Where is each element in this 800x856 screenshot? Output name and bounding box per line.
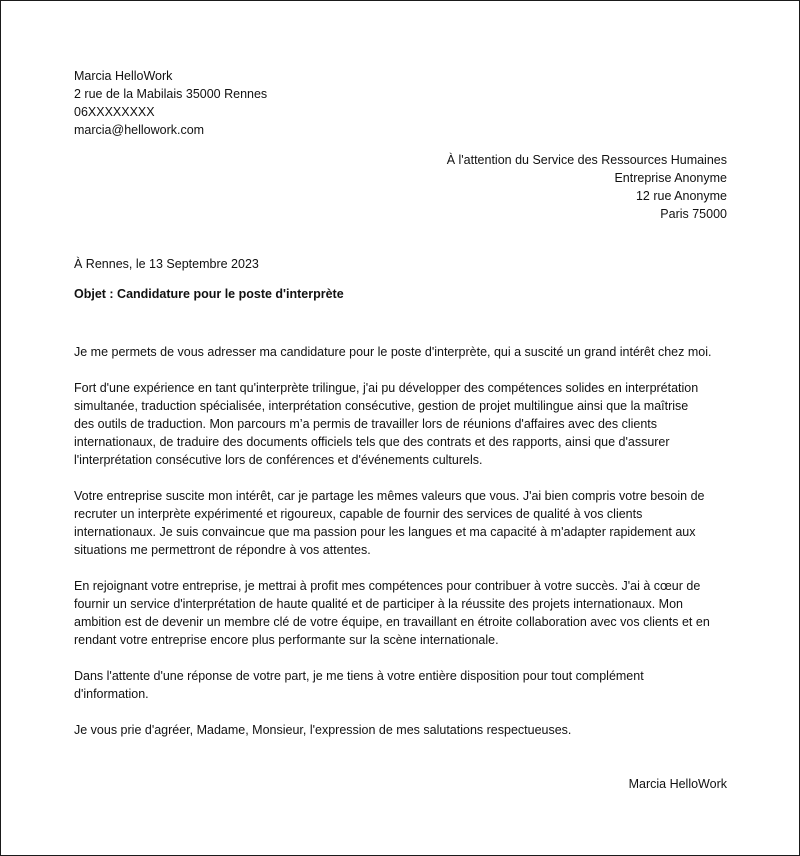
paragraph-line: d'information. — [74, 687, 149, 701]
paragraph-line: simultanée, traduction spécialisée, interprétation consécutive, gestion de projet multilingue ainsi que la maîtrise — [74, 399, 689, 413]
date-line: À Rennes, le 13 Septembre 2023 — [74, 257, 259, 271]
paragraph-closing — [74, 721, 734, 739]
paragraph-intro — [74, 343, 734, 361]
paragraph-line: internationaux. Je suis convaincue que ma passion pour les langues et ma capacité à m'adapter rapidement aux — [74, 525, 696, 539]
paragraph-line: Dans l'attente d'une réponse de votre part, je me tiens à votre entière disposition pour tout complément — [74, 669, 644, 683]
paragraph-line: rendant votre entreprise encore plus performante sur la scène internationale. — [74, 633, 499, 647]
paragraph-line: internationaux, de traduire des documents officiels tels que des contrats et des rapports, ainsi que d'assurer — [74, 435, 670, 449]
paragraph-line: l'interprétation consécutive lors de conférences et d'événements culturels. — [74, 453, 483, 467]
paragraph-line: recruter un interprète expérimenté et rigoureux, capable de fournir des services de qualité à vos clients — [74, 507, 643, 521]
paragraph-line: fournir un service d'interprétation de haute qualité et de participer à la réussite des projets internationaux. Mon — [74, 597, 683, 611]
paragraph-line: En rejoignant votre entreprise, je mettrai à profit mes compétences pour contribuer à votre succès. J'ai à cœur de — [74, 579, 701, 593]
sender-email: marcia@hellowork.com — [74, 123, 205, 137]
recipient-street: 12 rue Anonyme — [635, 189, 727, 203]
paragraph-line: Je vous prie d'agréer, Madame, Monsieur, l'expression de mes salutations respectueuses. — [74, 723, 572, 737]
paragraph-line: Je me permets de vous adresser ma candidature pour le poste d'interprète, qui a suscité un grand intérêt chez moi. — [74, 345, 712, 359]
recipient-company: Entreprise Anonyme — [614, 171, 727, 185]
paragraph-contribution — [74, 577, 734, 649]
paragraph-line: Votre entreprise suscite mon intérêt, car je partage les mêmes valeurs que vous. J'ai bien compris votre besoin de — [74, 489, 705, 503]
sender-name: Marcia HelloWork — [74, 69, 173, 83]
sender-address: 2 rue de la Mabilais 35000 Rennes — [74, 87, 268, 101]
paragraph-motivation — [74, 487, 734, 559]
recipient-attention: À l'attention du Service des Ressources Humaines — [446, 153, 727, 167]
subject-line: Objet : Candidature pour le poste d'interprète — [74, 287, 344, 301]
recipient-city: Paris 75000 — [660, 207, 727, 221]
paragraph-experience — [74, 379, 734, 469]
paragraph-line: ambition est de devenir un membre clé de votre équipe, en travaillant en étroite collaboration avec vos clients et en — [74, 615, 710, 629]
paragraph-availability — [74, 667, 734, 703]
sender-phone: 06XXXXXXXX — [74, 105, 155, 119]
paragraph-line: Fort d'une expérience en tant qu'interprète trilingue, j'ai pu développer des compétences solides en interprétation — [74, 381, 699, 395]
signature: Marcia HelloWork — [628, 777, 727, 791]
paragraph-line: des outils de traduction. Mon parcours m’a permis de travailler lors de réunions d'affaires avec des clients — [74, 417, 657, 431]
paragraph-line: situations me permettront de répondre à vos attentes. — [74, 543, 371, 557]
